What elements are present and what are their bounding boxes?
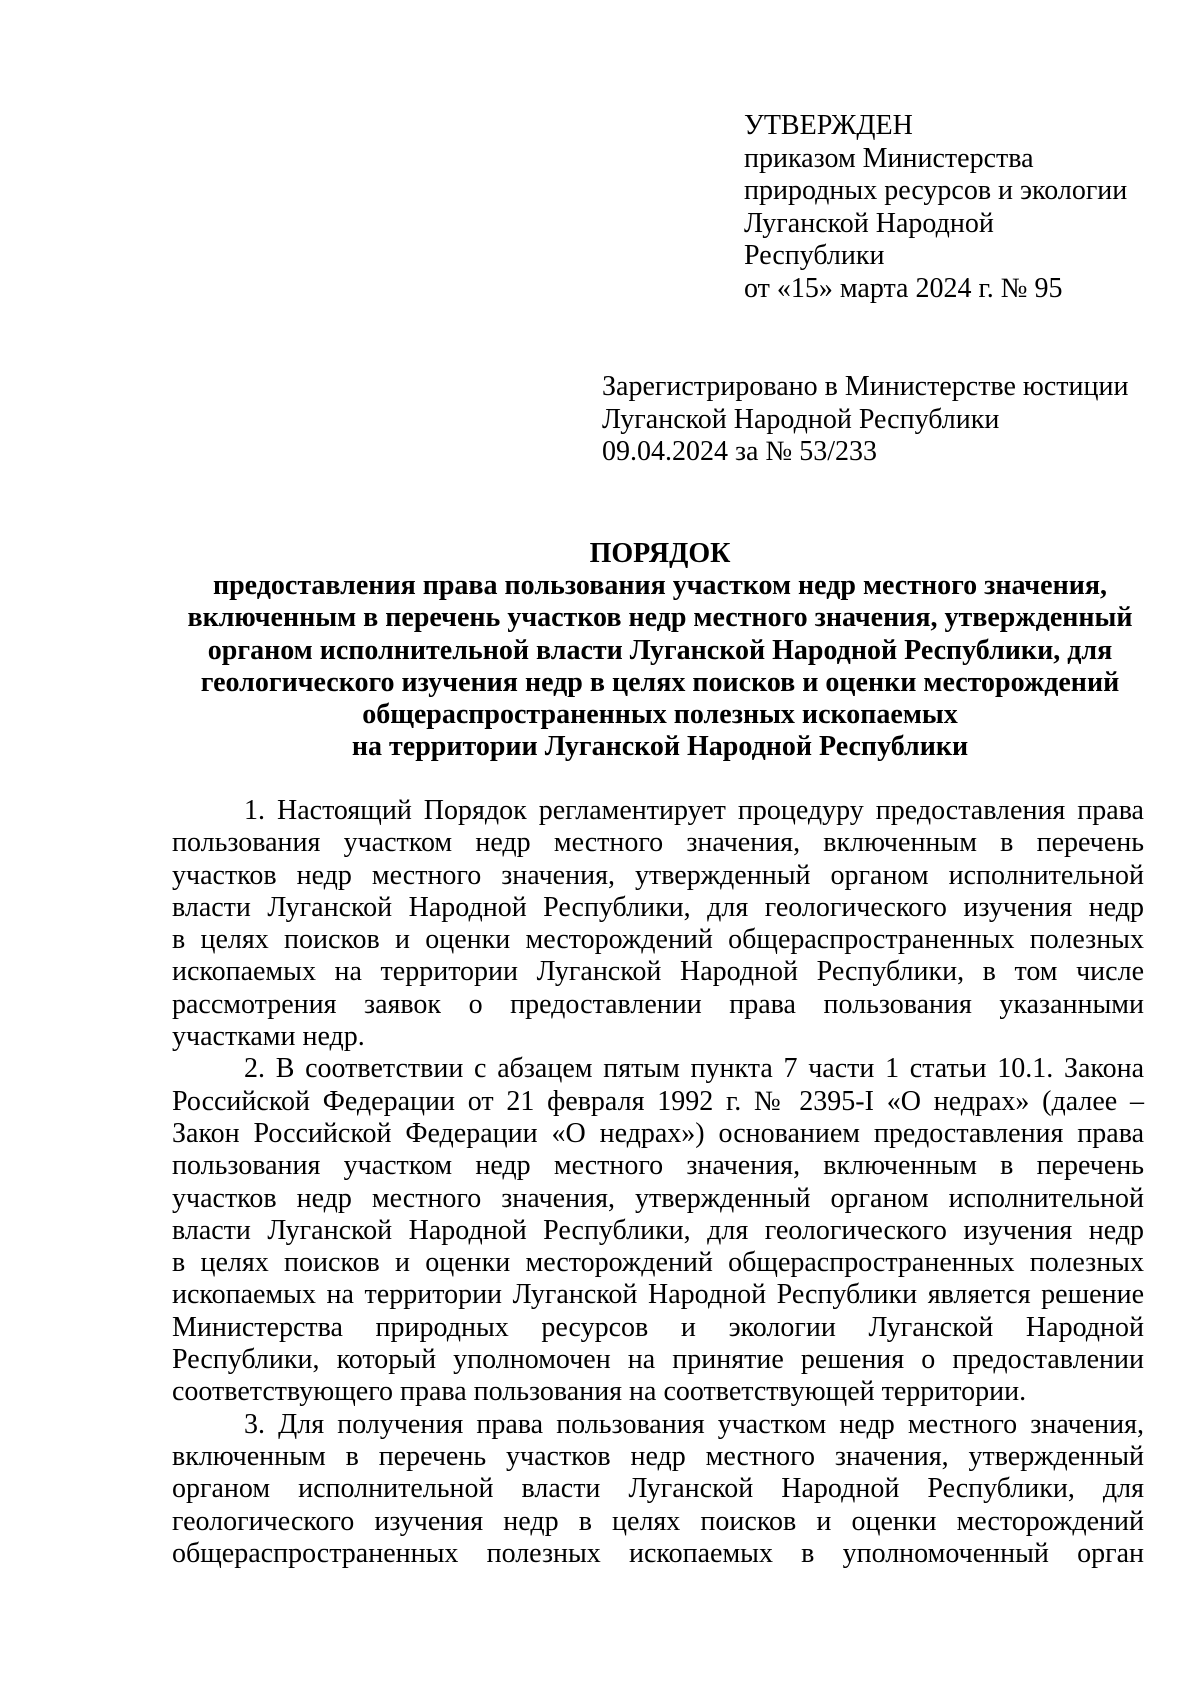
approval-stamp xyxy=(744,110,1127,305)
text-line: участков недр местного значения, утвержденный органом исполнительной xyxy=(172,859,1144,891)
text-line: рассмотрения заявок о предоставлении права пользования указанными xyxy=(172,988,1144,1020)
text-line: соответствующего права пользования на соответствующей территории. xyxy=(172,1376,1027,1408)
paragraph-2 xyxy=(172,1053,1144,1408)
text-line: 3. Для получения права пользования участком недр местного значения, xyxy=(244,1408,1144,1440)
text-line: власти Луганской Народной Республики, для геологического изучения недр xyxy=(172,891,1144,923)
text-line: геологического изучения недр в целях поисков и оценки месторождений xyxy=(172,1505,1144,1537)
text-line: власти Луганской Народной Республики, для геологического изучения недр xyxy=(172,1214,1144,1246)
text-line: ископаемых на территории Луганской Народной Республики является решение xyxy=(172,1279,1144,1311)
text-line: пользования участком недр местного значения, включенным в перечень xyxy=(172,1150,1144,1182)
text-line: пользования участком недр местного значения, включенным в перечень xyxy=(172,827,1144,859)
text-line: участков недр местного значения, утвержденный органом исполнительной xyxy=(172,1182,1144,1214)
approval-line: Луганской Народной xyxy=(744,207,994,239)
text-line: включенным в перечень участков недр местного значения, утвержденный xyxy=(172,1440,1144,1472)
registration-note xyxy=(602,371,1128,469)
paragraph-3 xyxy=(172,1409,1144,1570)
approval-line: приказом Министерства xyxy=(744,142,1034,174)
title-subtitle-line: геологического изучения недр в целях поисков и оценки месторождений xyxy=(200,666,1120,698)
title-heading: ПОРЯДОК xyxy=(589,538,731,569)
title-subtitle-line: включенным в перечень участков недр местного значения, утвержденный xyxy=(187,602,1133,634)
text-line: 2. В соответствии с абзацем пятым пункта 7 части 1 статьи 10.1. Закона xyxy=(244,1053,1144,1085)
approval-line: от «15» марта 2024 г. № 95 xyxy=(744,272,1063,304)
text-line: 1. Настоящий Порядок регламентирует процедуру предоставления права xyxy=(244,795,1144,826)
text-line: Российской Федерации от 21 февраля 1992 г. № 2395-I «О недрах» (далее – xyxy=(172,1085,1144,1117)
approval-line: УТВЕРЖДЕН xyxy=(744,110,913,141)
registration-line: Луганской Народной Республики xyxy=(602,403,1000,435)
text-line: ископаемых на территории Луганской Народной Республики, в том числе xyxy=(172,956,1144,988)
text-line: Министерства природных ресурсов и экологии Луганской Народной xyxy=(172,1311,1144,1343)
approval-line: Республики xyxy=(744,240,885,271)
title-subtitle-line: на территории Луганской Народной Республики xyxy=(351,731,969,763)
registration-line: 09.04.2024 за № 53/233 xyxy=(602,436,877,467)
document-body xyxy=(172,795,1144,1570)
text-line: участками недр. xyxy=(172,1021,365,1053)
text-line: Закон Российской Федерации «О недрах») основанием предоставления права xyxy=(172,1117,1144,1149)
document-title xyxy=(140,538,1180,763)
title-subtitle-line: органом исполнительной власти Луганской Народной Республики, для xyxy=(207,634,1113,666)
text-line: в целях поисков и оценки месторождений общераспространенных полезных xyxy=(172,924,1144,956)
registration-line: Зарегистрировано в Министерстве юстиции xyxy=(602,371,1129,402)
paragraph-1 xyxy=(172,795,1144,1053)
text-line: общераспространенных полезных ископаемых в уполномоченный орган xyxy=(172,1537,1144,1569)
text-line: Республики, который уполномочен на принятие решения о предоставлении xyxy=(172,1344,1144,1376)
title-subtitle-line: общераспространенных полезных ископаемых xyxy=(362,699,958,731)
title-subtitle-line: предоставления права пользования участком недр местного значения, xyxy=(212,570,1108,602)
approval-line: природных ресурсов и экологии xyxy=(744,175,1128,206)
text-line: в целях поисков и оценки месторождений общераспространенных полезных xyxy=(172,1247,1144,1279)
text-line: органом исполнительной власти Луганской Народной Республики, для xyxy=(172,1473,1144,1505)
